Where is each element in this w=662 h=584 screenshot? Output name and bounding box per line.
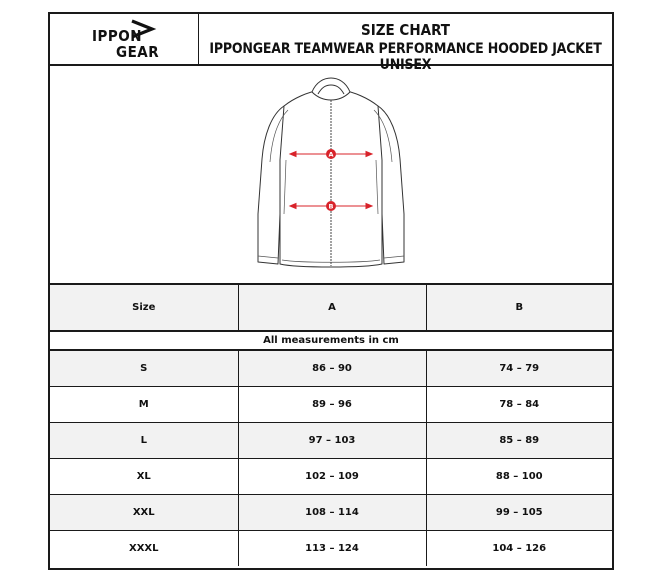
measure-b-cell: 85 – 89: [426, 423, 612, 459]
size-cell: L: [50, 423, 238, 459]
product-diagram: [50, 64, 612, 285]
logo-text-ippon: IPPON: [92, 27, 143, 45]
measure-a-cell: 102 – 109: [238, 459, 426, 495]
table-row: [50, 495, 612, 531]
size-cell: XXXL: [50, 531, 238, 567]
title-block: [199, 14, 612, 73]
measure-b-cell: 78 – 84: [426, 387, 612, 423]
measure-b-cell: 74 – 79: [426, 350, 612, 387]
size-cell: S: [50, 350, 238, 387]
size-table: [50, 285, 612, 566]
measure-a-cell: 97 – 103: [238, 423, 426, 459]
measure-a-cell: 108 – 114: [238, 495, 426, 531]
page-title: SIZE CHART: [360, 21, 450, 39]
size-cell: XL: [50, 459, 238, 495]
table-row: [50, 350, 612, 387]
measure-a-cell: 113 – 124: [238, 531, 426, 567]
jacket-illustration: [50, 64, 612, 283]
table-header-row: [50, 285, 612, 331]
header: [50, 14, 612, 73]
table-row: [50, 387, 612, 423]
product-name: IPPONGEAR TEAMWEAR PERFORMANCE HOODED JACKET UNISEX: [209, 41, 602, 73]
measure-b-cell: 88 – 100: [426, 459, 612, 495]
logo: [50, 14, 199, 64]
column-header-b: B: [426, 285, 612, 331]
chevron-right-icon: [130, 18, 160, 42]
measure-b-cell: 99 – 105: [426, 495, 612, 531]
measure-a-cell: 89 – 96: [238, 387, 426, 423]
size-cell: XXL: [50, 495, 238, 531]
measure-a-cell: 86 – 90: [238, 350, 426, 387]
size-chart: [48, 12, 614, 570]
marker-b: B: [328, 202, 334, 211]
column-header-size: Size: [50, 285, 238, 331]
units-note: All measurements in cm: [50, 331, 612, 350]
size-cell: M: [50, 387, 238, 423]
logo-text-gear: GEAR: [116, 43, 160, 61]
measure-b-cell: 104 – 126: [426, 531, 612, 567]
units-note-row: [50, 331, 612, 350]
table-row: [50, 531, 612, 567]
column-header-a: A: [238, 285, 426, 331]
table-row: [50, 459, 612, 495]
marker-a: A: [328, 150, 334, 159]
table-row: [50, 423, 612, 459]
